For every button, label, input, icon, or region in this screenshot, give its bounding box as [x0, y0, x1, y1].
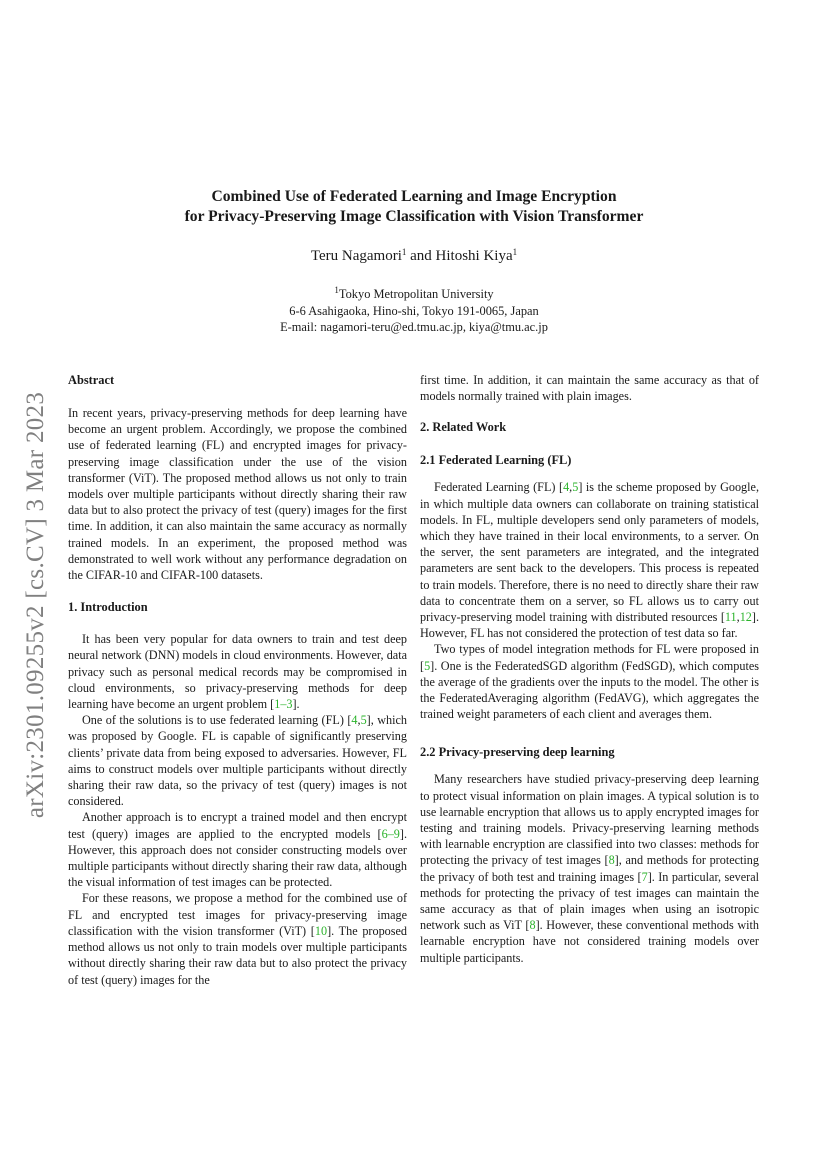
intro-paragraph-3: Another approach is to encrypt a trained model and then encrypt test (query) images are applied to the encrypted models [6–9]. However, this approach does not consider constructing models over multiple participants without directly sharing their raw data, although the visual information of test images can be protected.	[68, 810, 407, 890]
author-1-affil-mark: 1	[401, 247, 407, 257]
citation-link[interactable]: 7	[641, 869, 648, 884]
intro-paragraph-4: For these reasons, we propose a method for the combined use of FL and encrypted test images for privacy-preserving image classification with the vision transformer (ViT) [10]. The proposed method allows us not only to train models over multiple participants without directly sharing their raw data but to also protect the privacy of test (query) images for the	[68, 891, 408, 987]
fl-heading: 2.1 Federated Learning (FL)	[420, 453, 572, 468]
citation-link[interactable]: 4	[563, 480, 570, 495]
citation-link[interactable]: 8	[608, 853, 615, 868]
intro-continuation: first time. In addition, it can maintain the same accuracy as that of models normally trained with plain images.	[420, 373, 759, 404]
citation-link[interactable]: 5	[424, 658, 431, 673]
author-1: Teru Nagamori	[310, 248, 402, 264]
citation-link[interactable]: 10	[314, 923, 328, 938]
ppdl-heading: 2.2 Privacy-preserving deep learning	[420, 745, 615, 760]
arxiv-identifier: arXiv:2301.09255v2 [cs.CV] 3 Mar 2023	[22, 391, 49, 819]
author-2-affil-mark: 1	[512, 247, 518, 257]
affil-email: E-mail: nagamori-teru@ed.tmu.ac.jp, kiya@tmu.ac.jp	[280, 320, 548, 334]
affiliation	[0, 286, 828, 336]
related-work-heading: 2. Related Work	[420, 420, 507, 435]
citation-link[interactable]: 5	[360, 713, 367, 728]
fl-paragraph-1: Federated Learning (FL) [4,5] is the scheme proposed by Google, in which multiple data owners can collaborate on training statistical models. In FL, multiple developers send only parameters of models, which they have trained in their local environments, to a server. On the server, the sent parameters are integrated, and the integrated parameters are sent back to the developers. This process is repeated to train models. Therefore, there is no need to directly share their raw data to concentrate them on a server, so FL allows us to carry out privacy-preserving model training with distributed resources [11,12]. However, FL has not considered the protection of test data so far.	[420, 480, 759, 641]
left-column	[68, 372, 407, 988]
citation-link[interactable]: 5	[572, 480, 579, 495]
intro-paragraph-2: One of the solutions is to use federated learning (FL) [4,5], which was proposed by Google. FL is capable of significantly preserving clients’ private data from being exposed to adversaries. However, FL aims to construct models over multiple participants without directly sharing their raw data, so the privacy of test (query) images is not considered.	[68, 713, 407, 809]
author-2: and Hitoshi Kiya	[406, 248, 513, 264]
fl-paragraph-2: Two types of model integration methods for FL were proposed in [5]. One is the FederatedSGD algorithm (FedSGD), which computes the average of the gradients over the inputs to the model. The other is the FederatedAveraging algorithm (FedAVG), which aggregates the trained weight parameters of each client and averages them.	[420, 642, 759, 722]
ppdl-paragraph: Many researchers have studied privacy-preserving deep learning to protect visual information on plain images. A typical solution is to use learnable encryption that allows us to apply encrypted images for testing and training models. Privacy-preserving learning methods with learnable encryption are classified into two classes: methods for protecting the privacy of test images [8], and methods for protecting the privacy of both test and training images [7]. In particular, several methods for protecting the privacy of test images can maintain the same accuracy as that of plain images when using an isotropic network such as ViT [8]. However, these conventional methods with learnable encryption have not considered training models over multiple participants.	[420, 772, 759, 965]
right-column	[420, 372, 759, 966]
citation-link[interactable]: 6–9	[381, 826, 400, 841]
citation-link[interactable]: 4	[351, 713, 358, 728]
affil-institution: $^1$Tokyo Metropolitan University	[334, 285, 494, 301]
citation-link[interactable]: 8	[529, 918, 536, 933]
citation-link[interactable]: 11	[724, 610, 737, 625]
intro-heading: 1. Introduction	[68, 600, 148, 615]
abstract-heading: Abstract	[68, 373, 115, 387]
intro-paragraph-1: It has been very popular for data owners to train and test deep neural network (DNN) models in cloud environments. However, data privacy such as personal medical records may be compromised in cloud environments, so privacy-preserving methods for deep learning have become an urgent problem [1–3].	[68, 632, 407, 712]
authors	[0, 246, 828, 266]
citation-link[interactable]: 1–3	[274, 697, 293, 712]
citation-link[interactable]: 12	[739, 610, 752, 625]
arxiv-sidebar	[18, 365, 54, 845]
abstract-text: In recent years, privacy-preserving methods for deep learning have become an urgent problem. Accordingly, we propose the combined use of federated learning (FL) and encrypted images for privacy-preserving image classification under the use of the vision transformer (ViT). The proposed method allows us not only to train models over multiple participants without directly sharing their raw data but to also protect the privacy of test (query) images for the first time. In addition, it can also maintain the same accuracy as normally trained models. In an experiment, the proposed method was demonstrated to well work without any performance degradation on the CIFAR-10 and CIFAR-100 datasets.	[68, 406, 407, 583]
title-line-2: for Privacy-Preserving Image Classification with Vision Transformer	[184, 208, 644, 225]
affil-mark: 1	[334, 285, 339, 295]
title-line-1: Combined Use of Federated Learning and Image Encryption	[211, 188, 617, 205]
paper-title	[0, 187, 828, 227]
affil-address: 6-6 Asahigaoka, Hino-shi, Tokyo 191-0065, Japan	[289, 303, 539, 318]
